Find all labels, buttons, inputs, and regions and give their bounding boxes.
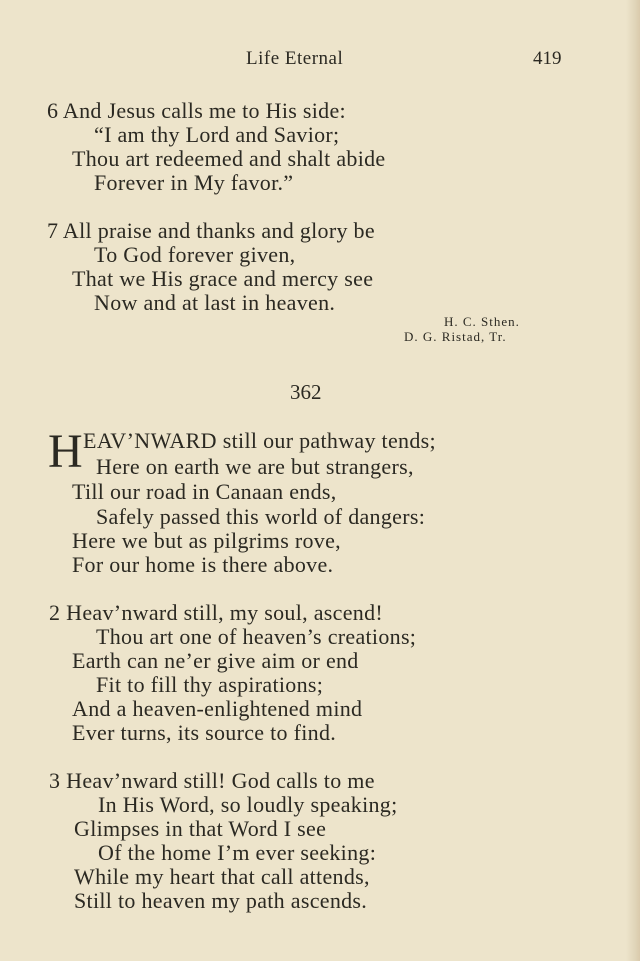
line-text: All praise and thanks and glory be bbox=[62, 218, 375, 243]
stanza-line: To God forever given, bbox=[94, 242, 296, 267]
hymn-number: 362 bbox=[290, 380, 322, 404]
author-credit: H. C. Sthen. bbox=[444, 314, 520, 329]
stanza-line: Till our road in Canaan ends, bbox=[72, 479, 337, 504]
stanza-line bbox=[83, 428, 436, 454]
stanza-line: Thou art one of heaven’s creations; bbox=[96, 624, 417, 649]
stanza-line: Thou art redeemed and shalt abide bbox=[72, 146, 386, 171]
page-header bbox=[0, 48, 640, 74]
stanza-number: 6 bbox=[47, 98, 59, 123]
stanza-line: And a heaven-enlightened mind bbox=[72, 696, 363, 721]
stanza-line bbox=[47, 218, 375, 244]
stanza-line: Fit to fill thy aspirations; bbox=[96, 672, 324, 697]
stanza-line: Earth can ne’er give aim or end bbox=[72, 648, 359, 673]
stanza-line: Safely passed this world of dangers: bbox=[96, 504, 426, 529]
stanza-line: Forever in My favor.” bbox=[94, 170, 294, 195]
stanza-line bbox=[49, 600, 383, 626]
stanza-line: In His Word, so loudly speaking; bbox=[98, 792, 398, 817]
drop-cap: H bbox=[48, 425, 83, 478]
stanza-line: For our home is there above. bbox=[72, 552, 334, 577]
translator-credit: D. G. Ristad, Tr. bbox=[404, 329, 507, 344]
page-edge-shading bbox=[626, 0, 640, 961]
stanza-line: While my heart that call attends, bbox=[74, 864, 370, 889]
line-text: Heav’nward still! God calls to me bbox=[66, 768, 375, 793]
stanza-line: Still to heaven my path ascends. bbox=[74, 888, 368, 913]
stanza-line bbox=[47, 98, 346, 124]
stanza-line: Ever turns, its source to find. bbox=[72, 720, 337, 745]
stanza-line: Here we but as pilgrims rove, bbox=[72, 528, 341, 553]
stanza-line: Of the home I’m ever seeking: bbox=[98, 840, 377, 865]
stanza-line: Here on earth we are but strangers, bbox=[96, 454, 414, 479]
first-word: EAV’NWARD bbox=[83, 428, 217, 453]
stanza-line bbox=[49, 768, 375, 794]
stanza-number: 7 bbox=[47, 218, 59, 243]
stanza-line: “I am thy Lord and Savior; bbox=[94, 122, 340, 147]
line-text: still our pathway tends; bbox=[222, 428, 436, 453]
stanza-line: Glimpses in that Word I see bbox=[74, 816, 327, 841]
stanza-number: 3 bbox=[49, 768, 61, 793]
page-number: 419 bbox=[533, 48, 562, 69]
running-title: Life Eternal bbox=[246, 48, 344, 69]
line-text: Heav’nward still, my soul, ascend! bbox=[66, 600, 384, 625]
stanza-line: Now and at last in heaven. bbox=[94, 290, 336, 315]
stanza-line: That we His grace and mercy see bbox=[72, 266, 374, 291]
stanza-number: 2 bbox=[49, 600, 61, 625]
line-text: And Jesus calls me to His side: bbox=[62, 98, 346, 123]
